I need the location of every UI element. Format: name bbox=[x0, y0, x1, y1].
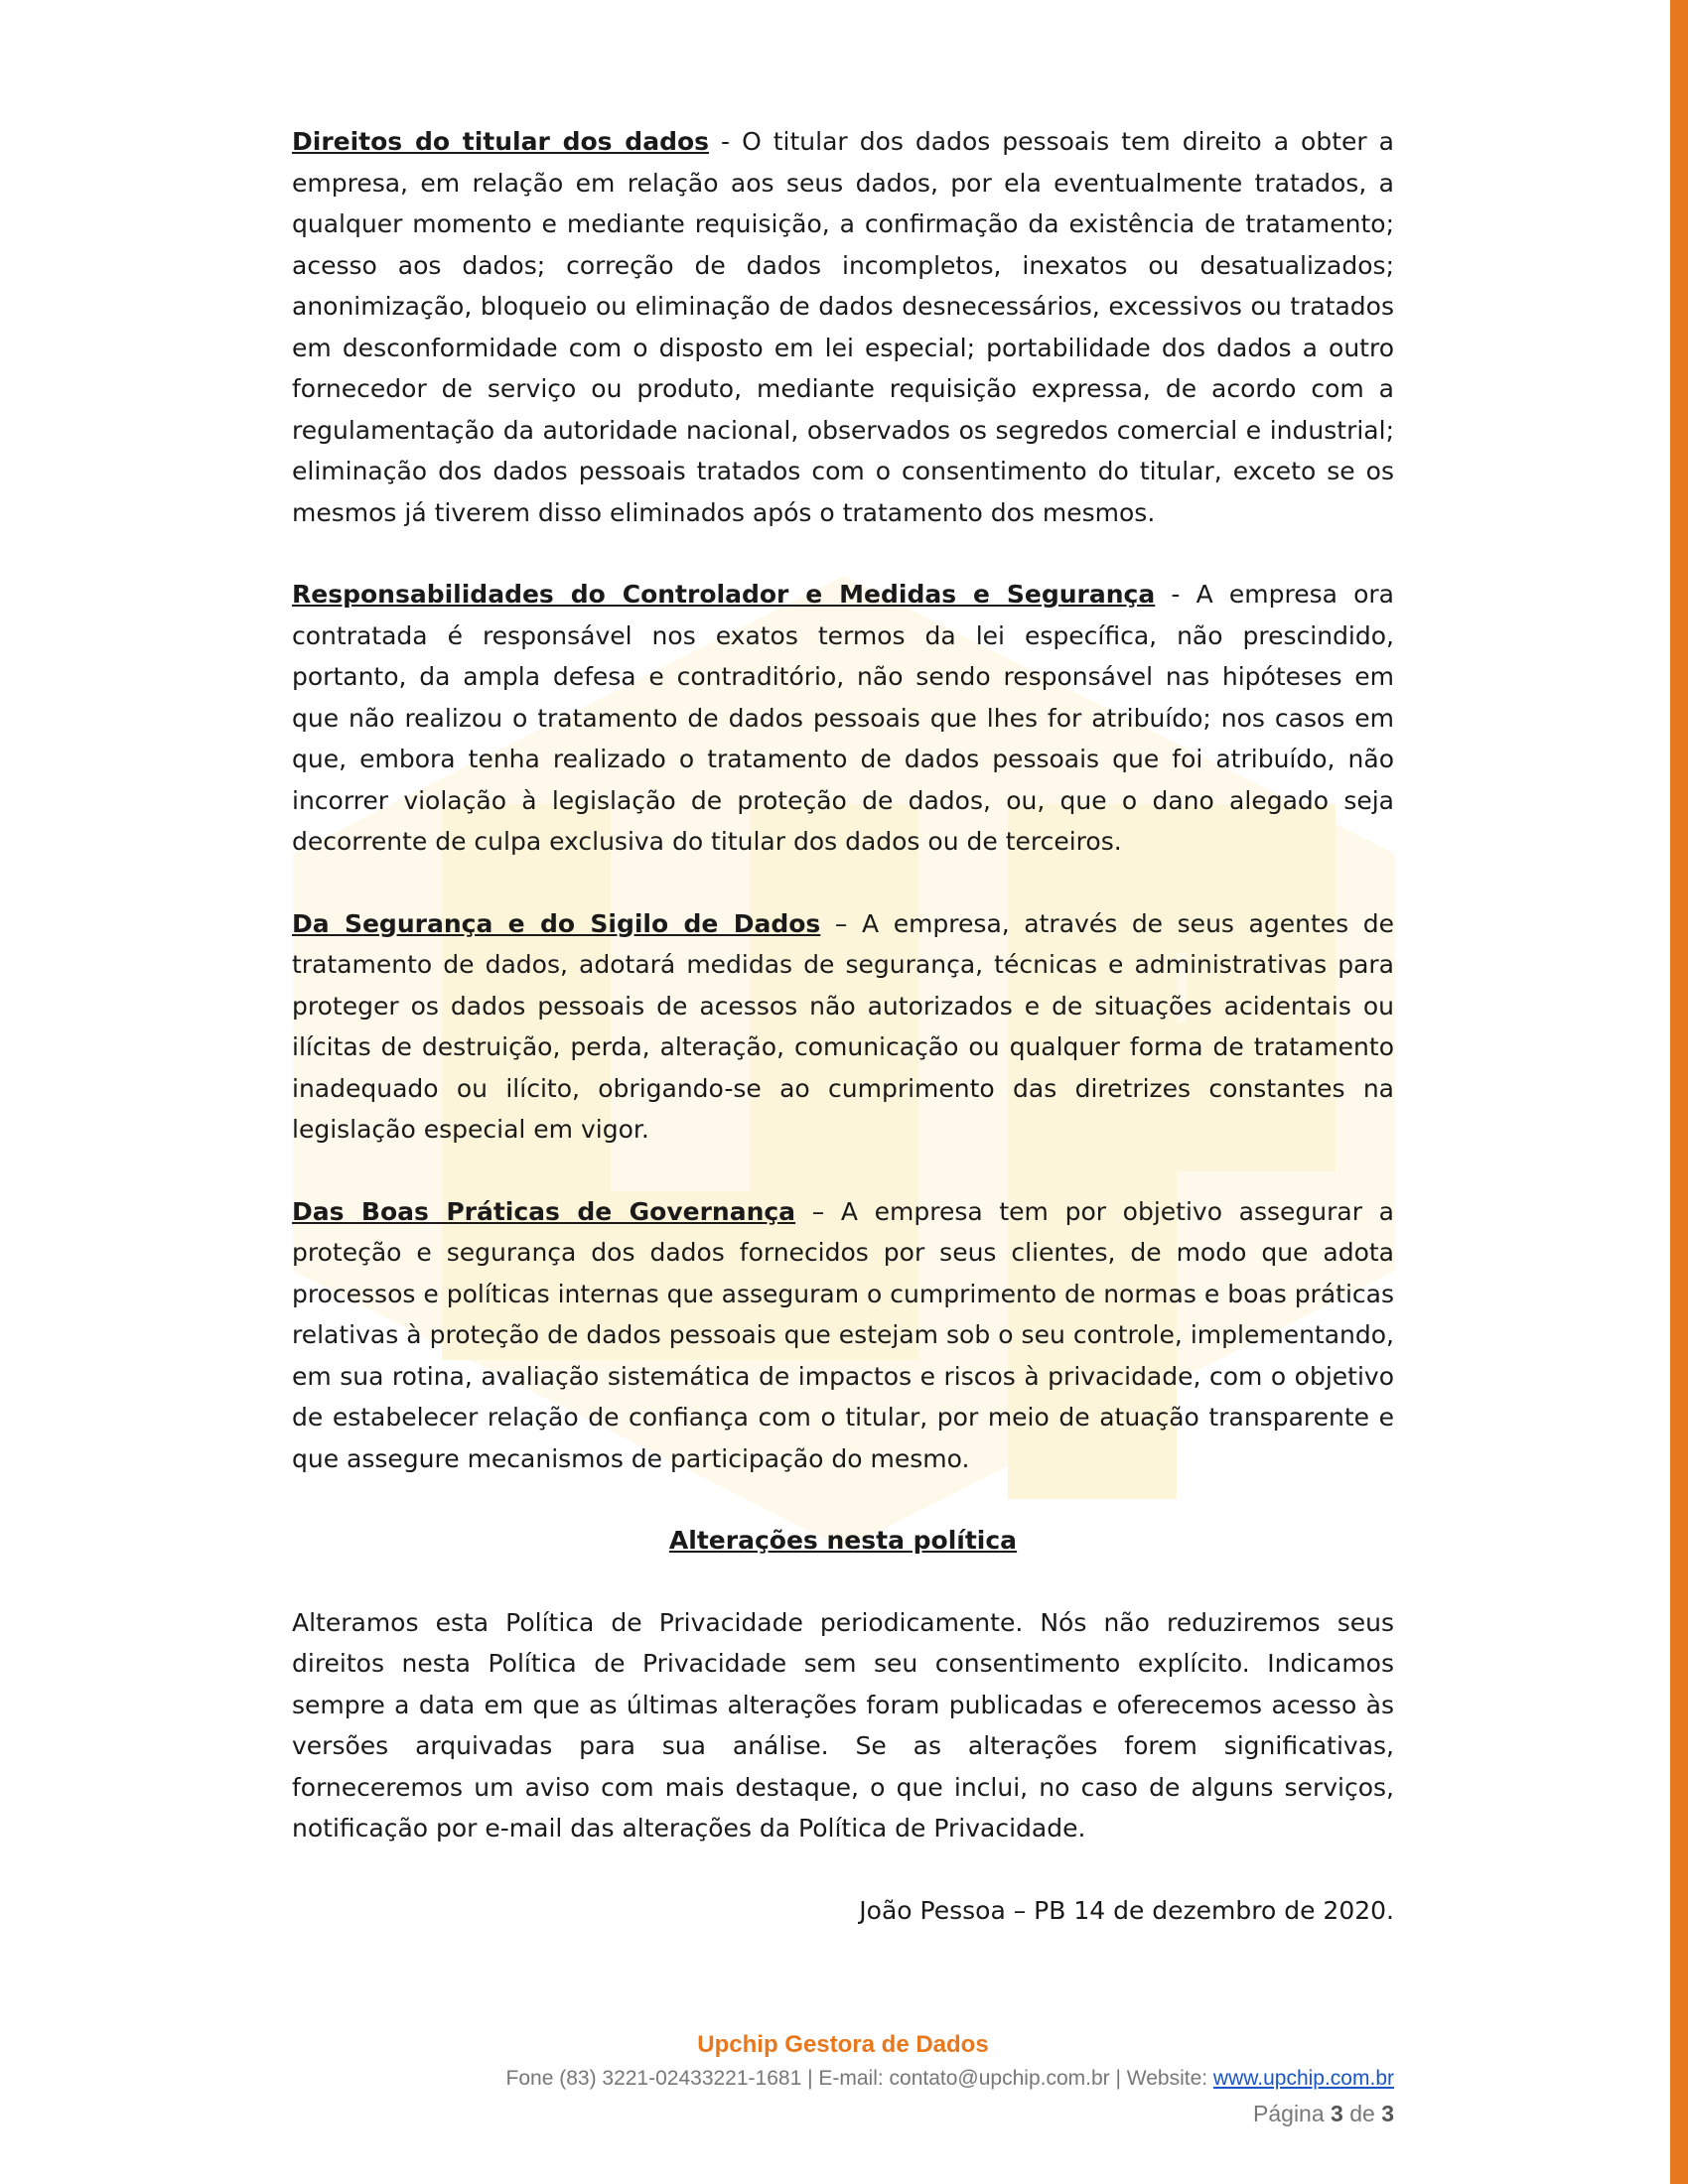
paragraph-governance bbox=[292, 1191, 1394, 1480]
footer-contact-text: Fone (83) 3221-02433221-1681 | E-mail: contato@upchip.com.br | Website: bbox=[505, 2067, 1213, 2090]
paragraph-data-security bbox=[292, 903, 1394, 1151]
page-current: 3 bbox=[1331, 2101, 1343, 2126]
document-body bbox=[292, 121, 1394, 1931]
paragraph-data-subject-rights bbox=[292, 121, 1394, 533]
page-label: Página bbox=[1253, 2101, 1325, 2126]
paragraph-text: - O titular dos dados pessoais tem direito a obter a empresa, em relação em relação aos seus dados, por ela eventualmente tratados, a qualquer momento e mediante requisição, a confirmação da existência de tratamento; acesso aos dados; correção de dados incompletos, inexatos ou desatualizados; anonimização, bloqueio ou eliminação de dados desnecessários, excessivos ou tratados em desconformidade com o disposto em lei especial; portabilidade dos dados a outro fornecedor de serviço ou produto, mediante requisição expressa, de acordo com a regulamentação da autoridade nacional, observados os segredos comercial e industrial; eliminação dos dados pessoais tratados com o consentimento do titular, exceto se os mesmos já tiverem disso eliminados após o tratamento dos mesmos. bbox=[292, 127, 1394, 527]
orange-side-bar bbox=[1670, 0, 1688, 2184]
paragraph-controller-responsibilities bbox=[292, 574, 1394, 863]
paragraph-text: – A empresa, através de seus agentes de tratamento de dados, adotará medidas de segurança, técnicas e administrativas para proteger os dados pessoais de acessos não autorizados e de situações acidentais ou ilícitas de destruição, perda, alteração, comunicação ou qualquer forma de tratamento inadequado ou ilícito, obrigando-se ao cumprimento das diretrizes constantes na legislação especial em vigor. bbox=[292, 908, 1394, 1144]
footer-contact-line bbox=[292, 2062, 1394, 2096]
page-number bbox=[292, 2096, 1394, 2131]
paragraph-text: – A empresa tem por objetivo assegurar a proteção e segurança dos dados fornecidos por seus clientes, de modo que adota processos e políticas internas que asseguram o cumprimento de normas e boas práticas relativas à proteção de dados pessoais que estejam sob o seu controle, implementando, em sua rotina, avaliação sistemática de impactos e riscos à privacidade, com o objetivo de estabelecer relação de confiança com o titular, por meio de atuação transparente e que assegure mecanismos de participação do mesmo. bbox=[292, 1196, 1394, 1473]
section-title: Alterações nesta política bbox=[668, 1526, 1018, 1555]
page-footer bbox=[292, 2028, 1394, 2131]
paragraph-heading: Da Segurança e do Sigilo de Dados bbox=[292, 908, 821, 938]
website-link[interactable]: www.upchip.com.br bbox=[1212, 2067, 1394, 2090]
paragraph-policy-changes: Alteramos esta Política de Privacidade periodicamente. Nós não reduziremos seus direitos nesta Política de Privacidade sem seu consentimento explícito. Indicamos sempre a data em que as últimas alterações foram publicadas e oferecemos acesso às versões arquivadas para sua análise. Se as alterações forem significativas, forneceremos um aviso com mais destaque, o que inclui, no caso de alguns serviços, notificação por e-mail das alterações da Política de Privacidade. bbox=[292, 1607, 1394, 1843]
page-total: 3 bbox=[1381, 2101, 1394, 2126]
place-date: João Pessoa – PB 14 de dezembro de 2020. bbox=[859, 1895, 1394, 1925]
footer-company-name: Upchip Gestora de Dados bbox=[697, 2031, 989, 2058]
paragraph-heading: Responsabilidades do Controlador e Medidas e Segurança bbox=[292, 580, 1156, 609]
paragraph-heading: Direitos do titular dos dados bbox=[292, 127, 710, 156]
page-of: de bbox=[1349, 2101, 1375, 2126]
paragraph-heading: Das Boas Práticas de Governança bbox=[292, 1196, 796, 1226]
paragraph-text: - A empresa ora contratada é responsável nos exatos termos da lei específica, não prescindido, portanto, da ampla defesa e contraditório, não sendo responsável nas hipóteses em que não realizou o tratamento de dados pessoais que lhes for atribuído; nos casos em que, embora tenha realizado o tratamento de dados pessoais que foi atribuído, não incorrer violação à legislação de proteção de dados, ou, que o dano alegado seja decorrente de culpa exclusiva do titular dos dados ou de terceiros. bbox=[292, 580, 1394, 856]
